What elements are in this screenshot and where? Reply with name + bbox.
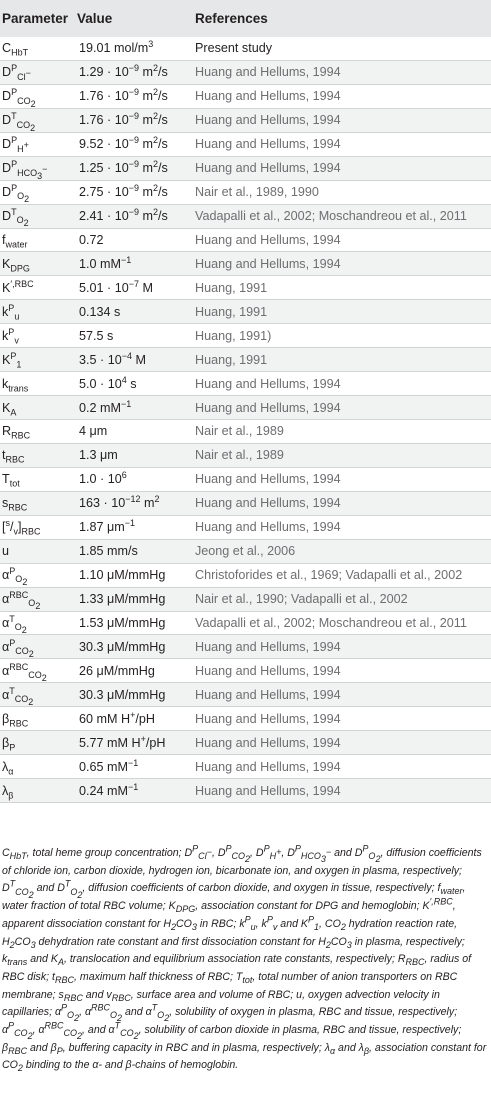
table-row bbox=[0, 108, 491, 132]
param-cell: $\beta_P$ bbox=[0, 731, 75, 755]
param-cell: u bbox=[0, 539, 75, 563]
reference-cell: Huang and Hellums, 1994 bbox=[193, 60, 491, 84]
table-row bbox=[0, 755, 491, 779]
param-cell: $T_{tot}$ bbox=[0, 467, 75, 491]
table-row bbox=[0, 180, 491, 204]
reference-cell: Huang and Hellums, 1994 bbox=[193, 515, 491, 539]
param-cell: $K_{DPG}$ bbox=[0, 252, 75, 276]
reference-cell: Huang and Hellums, 1994 bbox=[193, 683, 491, 707]
reference-cell: Huang and Hellums, 1994 bbox=[193, 779, 491, 803]
table-row bbox=[0, 420, 491, 444]
table-row bbox=[0, 707, 491, 731]
reference-cell: Vadapalli et al., 2002; Moschandreou et al., 2011 bbox=[193, 204, 491, 228]
value-cell: $1.76 \cdot 10^{-9}$ $m^2/s$ bbox=[75, 108, 193, 132]
value-cell: 1.33 μM/mmHg bbox=[75, 587, 193, 611]
reference-cell: Nair et al., 1989 bbox=[193, 420, 491, 444]
reference-cell: Nair et al., 1990; Vadapalli et al., 2002 bbox=[193, 587, 491, 611]
value-cell: 30.3 μM/mmHg bbox=[75, 683, 193, 707]
reference-cell: Huang, 1991 bbox=[193, 348, 491, 372]
value-cell: 1.10 μM/mmHg bbox=[75, 563, 193, 587]
param-cell: $K^P_1$ bbox=[0, 348, 75, 372]
param-cell: $k^P_u$ bbox=[0, 300, 75, 324]
value-cell: 1.0 $mM^{-1}$ bbox=[75, 252, 193, 276]
param-cell: $D^P_{H^+}$ bbox=[0, 132, 75, 156]
table-row bbox=[0, 683, 491, 707]
value-cell: $5.01 \cdot 10^{-7}$ M bbox=[75, 276, 193, 300]
table-row bbox=[0, 515, 491, 539]
value-cell: $1.25 \cdot 10^{-9}$ $m^2/s$ bbox=[75, 156, 193, 180]
reference-cell: Huang and Hellums, 1994 bbox=[193, 228, 491, 252]
table-row bbox=[0, 467, 491, 491]
param-cell: $\alpha^T_{O_2}$ bbox=[0, 611, 75, 635]
reference-cell: Huang and Hellums, 1994 bbox=[193, 252, 491, 276]
value-cell: 1.85 mm/s bbox=[75, 539, 193, 563]
value-cell: $163 \cdot 10^{-12}$ $m^2$ bbox=[75, 491, 193, 515]
table-row bbox=[0, 396, 491, 420]
param-cell: $K_A$ bbox=[0, 396, 75, 420]
table-row bbox=[0, 443, 491, 467]
reference-cell: Present study bbox=[193, 37, 491, 60]
value-cell: 1.3 μm bbox=[75, 443, 193, 467]
reference-cell: Huang, 1991 bbox=[193, 276, 491, 300]
reference-cell: Huang and Hellums, 1994 bbox=[193, 731, 491, 755]
param-cell: $\alpha^P_{O_2}$ bbox=[0, 563, 75, 587]
param-cell: $\alpha^{RBC}_{O_2}$ bbox=[0, 587, 75, 611]
param-cell: $\lambda_\beta$ bbox=[0, 779, 75, 803]
value-cell: 1.87 $\mu m^{-1}$ bbox=[75, 515, 193, 539]
param-cell: $k^P_v$ bbox=[0, 324, 75, 348]
value-cell: $1.29 \cdot 10^{-9}$ $m^2/s$ bbox=[75, 60, 193, 84]
value-cell: 0.24 $mM^{-1}$ bbox=[75, 779, 193, 803]
param-cell: $\lambda_\alpha$ bbox=[0, 755, 75, 779]
reference-cell: Huang, 1991) bbox=[193, 324, 491, 348]
value-cell: 57.5 s bbox=[75, 324, 193, 348]
value-cell: 1.53 μM/mmHg bbox=[75, 611, 193, 635]
param-cell: $D^P_{HCO_3^-}$ bbox=[0, 156, 75, 180]
reference-cell: Huang and Hellums, 1994 bbox=[193, 396, 491, 420]
reference-cell: Huang and Hellums, 1994 bbox=[193, 108, 491, 132]
param-cell: $D^P_{O_2}$ bbox=[0, 180, 75, 204]
table-row bbox=[0, 372, 491, 396]
table-header bbox=[0, 0, 491, 37]
param-cell: $s_{RBC}$ bbox=[0, 491, 75, 515]
reference-cell: Huang, 1991 bbox=[193, 300, 491, 324]
value-cell: 0.2 $mM^{-1}$ bbox=[75, 396, 193, 420]
value-cell: $1.0 \cdot 10^6$ bbox=[75, 467, 193, 491]
param-cell: $\beta_{RBC}$ bbox=[0, 707, 75, 731]
table-row bbox=[0, 635, 491, 659]
table-row bbox=[0, 84, 491, 108]
header-parameter: Parameter bbox=[0, 0, 75, 37]
value-cell: $3.5 \cdot 10^{-4}$ M bbox=[75, 348, 193, 372]
table-row bbox=[0, 276, 491, 300]
reference-cell: Huang and Hellums, 1994 bbox=[193, 491, 491, 515]
param-cell: $R_{RBC}$ bbox=[0, 420, 75, 444]
reference-cell: Huang and Hellums, 1994 bbox=[193, 755, 491, 779]
param-cell: $D^P_{CO_2}$ bbox=[0, 84, 75, 108]
value-cell: $2.75 \cdot 10^{-9}$ $m^2/s$ bbox=[75, 180, 193, 204]
table-row bbox=[0, 228, 491, 252]
value-cell: 0.134 s bbox=[75, 300, 193, 324]
param-cell: $D^T_{CO_2}$ bbox=[0, 108, 75, 132]
param-cell: $\alpha^P_{CO_2}$ bbox=[0, 635, 75, 659]
reference-cell: Huang and Hellums, 1994 bbox=[193, 635, 491, 659]
reference-cell: Jeong et al., 2006 bbox=[193, 539, 491, 563]
reference-cell: Huang and Hellums, 1994 bbox=[193, 156, 491, 180]
header-references: References bbox=[193, 0, 491, 37]
table-row bbox=[0, 587, 491, 611]
table-footnote: $C_{HbT}$, total heme group concentration; $D^P_{Cl^-}$, $D^P_{CO_2}$, $D^P_{H^+}$, $D^P_{HCO_3^-}$ and $D^P_{O_2}$, diffusion coefficients of chloride ion, carbon dioxide, hydrogen ion, bicarbonate ion, and oxygen in plasma, respectively; $D^T_{CO_2}$ and $D^T_{O_2}$, diffusion coefficients of carbon dioxide, and oxygen in tissue, respectively; $f_{water}$, water fraction of total RBC volume; $K_{DPG}$, association constant for DPG and hemoglobin; $K^{',RBC}$, apparent dissociation constant for $H_2CO_3$ in RBC; $k^P_u$, $k^P_v$ and $K^P_1$, $CO_2$ hydration reaction rate, $H_2CO_3$ dehydration rate constant and first dissociation constant for $H_2CO_3$ in plasma, respectively; $k_{trans}$ and $K_A$, translocation and equilibrium association rate constants, respectively; $R_{RBC}$, radius of RBC disk; $t_{RBC}$, maximum half thickness of RBC; $T_{tot}$, total number of anion transporters on RBC membrane; $s_{RBC}$ and $v_{RBC}$, surface area and volume of RBC; u, oxygen advection velocity in capillaries; $\alpha^P_{O_2}$, $\alpha^{RBC}_{O_2}$ and $\alpha^T_{O_2}$, solubility of oxygen in plasma, RBC and tissue, respectively; $\alpha^P_{CO_2}$, $\alpha^{RBC}_{CO_2}$, and $\alpha^T_{CO_2}$, solubility of carbon dioxide in plasma, RBC and tissue, respectively; $\beta_{RBC}$ and $\beta_P$, buffering capacity in RBC and in plasma, respectively; $\lambda_\alpha$ and $\lambda_\beta$, association constant for $CO_2$ binding to the α- and β-chains of hemoglobin. bbox=[2, 843, 487, 1074]
value-cell: 30.3 μM/mmHg bbox=[75, 635, 193, 659]
value-cell: $5.0 \cdot 10^4$ s bbox=[75, 372, 193, 396]
reference-cell: Huang and Hellums, 1994 bbox=[193, 707, 491, 731]
value-cell: 0.72 bbox=[75, 228, 193, 252]
table-row bbox=[0, 539, 491, 563]
table-row bbox=[0, 611, 491, 635]
value-cell: $1.76 \cdot 10^{-9}$ $m^2/s$ bbox=[75, 84, 193, 108]
table-body bbox=[0, 37, 491, 803]
table-row bbox=[0, 204, 491, 228]
table-row bbox=[0, 156, 491, 180]
param-cell: $K^{',RBC}$ bbox=[0, 276, 75, 300]
value-cell: 60 mM H+/pH bbox=[75, 707, 193, 731]
reference-cell: Vadapalli et al., 2002; Moschandreou et al., 2011 bbox=[193, 611, 491, 635]
param-cell: $f_{water}$ bbox=[0, 228, 75, 252]
table-row bbox=[0, 491, 491, 515]
reference-cell: Huang and Hellums, 1994 bbox=[193, 659, 491, 683]
header-value: Value bbox=[75, 0, 193, 37]
param-cell: $[^s/_v]_{RBC}$ bbox=[0, 515, 75, 539]
param-cell: $D^T_{O_2}$ bbox=[0, 204, 75, 228]
reference-cell: Huang and Hellums, 1994 bbox=[193, 372, 491, 396]
reference-cell: Huang and Hellums, 1994 bbox=[193, 132, 491, 156]
table-row bbox=[0, 659, 491, 683]
value-cell: 19.01 mol/$m^3$ bbox=[75, 37, 193, 60]
param-cell: $k_{trans}$ bbox=[0, 372, 75, 396]
table-row bbox=[0, 37, 491, 60]
reference-cell: Huang and Hellums, 1994 bbox=[193, 84, 491, 108]
param-cell: $\alpha^T_{CO_2}$ bbox=[0, 683, 75, 707]
reference-cell: Huang and Hellums, 1994 bbox=[193, 467, 491, 491]
reference-cell: Christoforides et al., 1969; Vadapalli et al., 2002 bbox=[193, 563, 491, 587]
value-cell: 0.65 $mM^{-1}$ bbox=[75, 755, 193, 779]
param-cell: $C_{HbT}$ bbox=[0, 37, 75, 60]
reference-cell: Nair et al., 1989, 1990 bbox=[193, 180, 491, 204]
reference-cell: Nair et al., 1989 bbox=[193, 443, 491, 467]
value-cell: $9.52 \cdot 10^{-9}$ $m^2/s$ bbox=[75, 132, 193, 156]
table-row bbox=[0, 132, 491, 156]
value-cell: 5.77 mM H+/pH bbox=[75, 731, 193, 755]
param-cell: $D^P_{Cl^-}$ bbox=[0, 60, 75, 84]
table-row bbox=[0, 731, 491, 755]
table-row bbox=[0, 779, 491, 803]
table-row bbox=[0, 324, 491, 348]
table-row bbox=[0, 300, 491, 324]
table-row bbox=[0, 60, 491, 84]
value-cell: 4 μm bbox=[75, 420, 193, 444]
table-row bbox=[0, 563, 491, 587]
table-row bbox=[0, 348, 491, 372]
value-cell: $2.41 \cdot 10^{-9}$ $m^2/s$ bbox=[75, 204, 193, 228]
param-cell: $t_{RBC}$ bbox=[0, 443, 75, 467]
table-row bbox=[0, 252, 491, 276]
value-cell: 26 μM/mmHg bbox=[75, 659, 193, 683]
param-cell: $\alpha^{RBC}_{CO_2}$ bbox=[0, 659, 75, 683]
